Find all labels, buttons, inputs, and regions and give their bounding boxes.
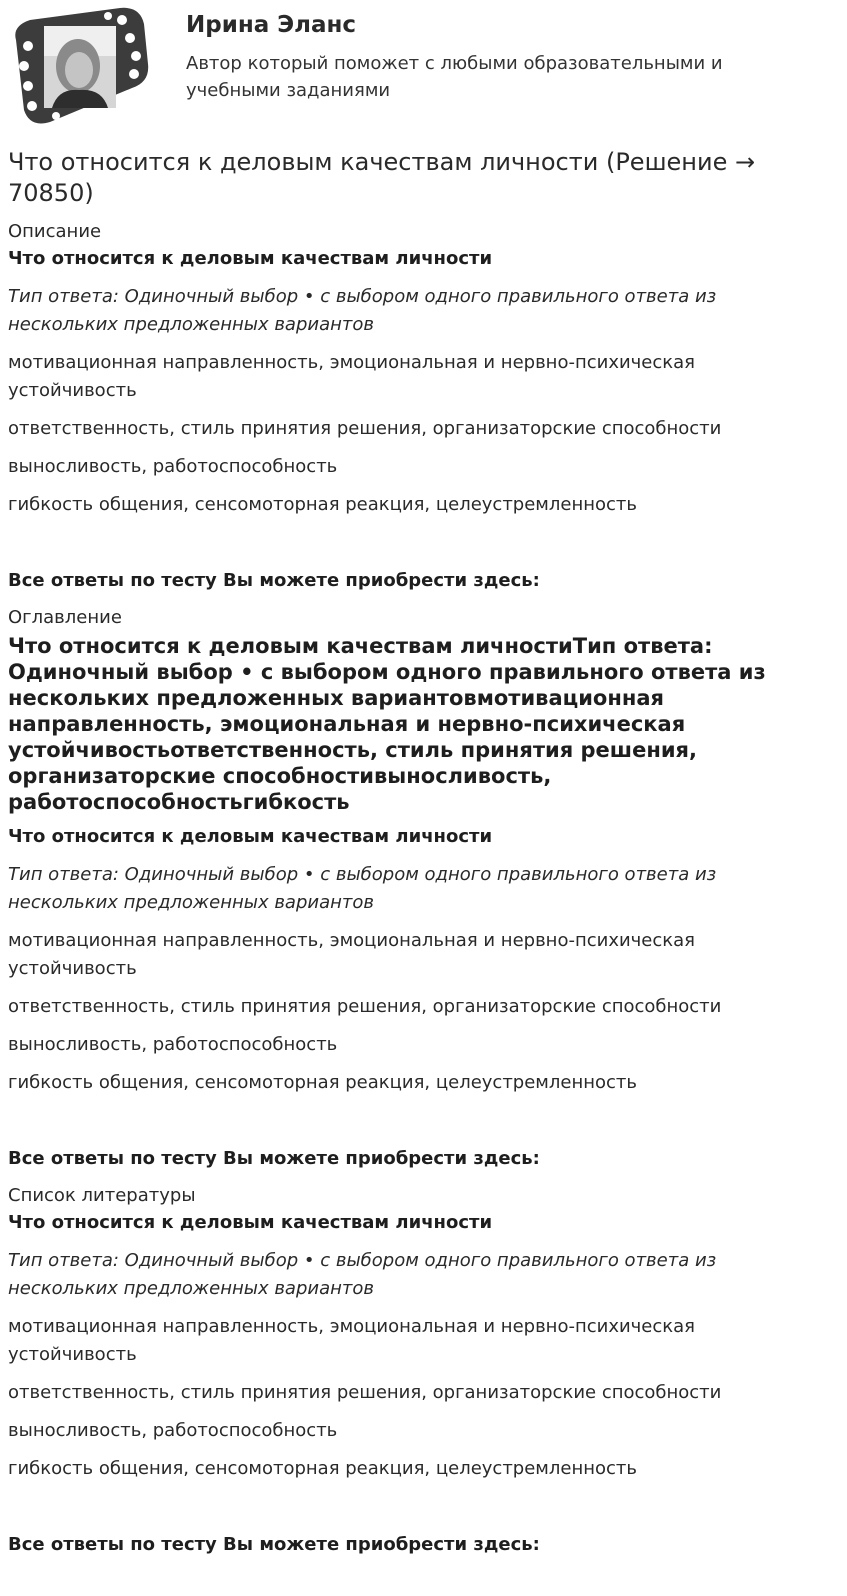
answer-option: выносливость, работоспособность bbox=[8, 1034, 338, 1055]
author-name: Ирина Эланс bbox=[186, 12, 357, 38]
buy-answers-text: Все ответы по тесту Вы можете приобрести здесь: bbox=[8, 1148, 540, 1169]
answer-type: Тип ответа: Одиночный выбор • с выбором одного правильного ответа из нескольких предложенных вариантов bbox=[8, 1250, 717, 1299]
answer-type: Тип ответа: Одиночный выбор • с выбором одного правильного ответа из нескольких предложенных вариантов bbox=[8, 286, 717, 335]
answer-option: мотивационная направленность, эмоциональная и нервно-психическая устойчивость bbox=[8, 352, 696, 401]
literature-section bbox=[8, 1183, 839, 1557]
question-title: Что относится к деловым качествам личности bbox=[8, 826, 493, 847]
toc-heading: Что относится к деловым качествам личностиТип ответа: Одиночный выбор • с выбором одного правильного ответа из нескольких предложенных вариантовмотивационная направленность, эмоциональная и нервно-психическая устойчивостьответственность, стиль принятия решения, организаторские способностивыносливость, работоспособностьгибкость bbox=[8, 634, 766, 814]
description-section bbox=[8, 219, 839, 593]
answer-option: мотивационная направленность, эмоциональная и нервно-психическая устойчивость bbox=[8, 930, 696, 979]
buy-answers-text: Все ответы по тесту Вы можете приобрести здесь: bbox=[8, 570, 540, 591]
main-content bbox=[0, 147, 847, 1557]
answer-option: гибкость общения, сенсомоторная реакция, целеустремленность bbox=[8, 494, 638, 515]
description-label: Описание bbox=[8, 221, 102, 242]
answer-option: ответственность, стиль принятия решения, организаторские способности bbox=[8, 418, 722, 439]
buy-answers-text: Все ответы по тесту Вы можете приобрести здесь: bbox=[8, 1534, 540, 1555]
question-title: Что относится к деловым качествам личности bbox=[8, 248, 493, 269]
author-card bbox=[0, 0, 847, 140]
literature-label: Список литературы bbox=[8, 1185, 196, 1206]
answer-option: ответственность, стиль принятия решения, организаторские способности bbox=[8, 996, 722, 1017]
answer-option: гибкость общения, сенсомоторная реакция, целеустремленность bbox=[8, 1072, 638, 1093]
toc-label: Оглавление bbox=[8, 607, 122, 628]
avatar bbox=[8, 6, 152, 126]
answer-type: Тип ответа: Одиночный выбор • с выбором одного правильного ответа из нескольких предложенных вариантов bbox=[8, 864, 717, 913]
answer-option: гибкость общения, сенсомоторная реакция, целеустремленность bbox=[8, 1458, 638, 1479]
answer-option: выносливость, работоспособность bbox=[8, 456, 338, 477]
page-title: Что относится к деловым качествам личности (Решение → 70850) bbox=[8, 148, 756, 207]
film-frame-avatar-icon bbox=[8, 6, 152, 126]
answer-option: ответственность, стиль принятия решения, организаторские способности bbox=[8, 1382, 722, 1403]
author-description: Автор который поможет с любыми образовательными и учебными заданиями bbox=[186, 53, 723, 101]
question-title: Что относится к деловым качествам личности bbox=[8, 1212, 493, 1233]
answer-option: мотивационная направленность, эмоциональная и нервно-психическая устойчивость bbox=[8, 1316, 696, 1365]
toc-section bbox=[8, 605, 839, 1171]
answer-option: выносливость, работоспособность bbox=[8, 1420, 338, 1441]
